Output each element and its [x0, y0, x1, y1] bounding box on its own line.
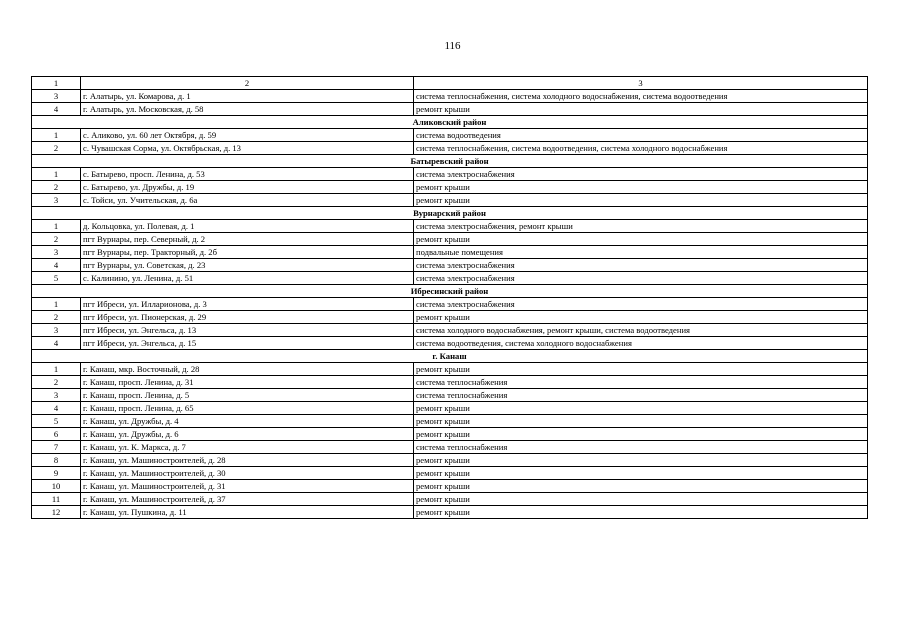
row-number: 5: [32, 272, 81, 285]
section-title: Вурнарский район: [32, 207, 868, 220]
row-address: г. Канаш, просп. Ленина, д. 5: [81, 389, 414, 402]
table-row: [32, 402, 868, 415]
section-row: [32, 285, 868, 298]
repair-table: [31, 76, 868, 519]
row-number: 5: [32, 415, 81, 428]
row-address: пгт Вурнары, пер. Северный, д. 2: [81, 233, 414, 246]
table-row: [32, 324, 868, 337]
table-row: [32, 506, 868, 519]
table-header-row: [32, 77, 868, 90]
row-address: с. Аликово, ул. 60 лет Октября, д. 59: [81, 129, 414, 142]
row-number: 2: [32, 233, 81, 246]
table-row: [32, 233, 868, 246]
row-work: ремонт крыши: [414, 467, 868, 480]
row-number: 6: [32, 428, 81, 441]
row-number: 1: [32, 363, 81, 376]
row-address: с. Тойси, ул. Учительская, д. 6а: [81, 194, 414, 207]
section-title: Аликовский район: [32, 116, 868, 129]
row-work: ремонт крыши: [414, 402, 868, 415]
row-number: 4: [32, 259, 81, 272]
table-row: [32, 129, 868, 142]
table-row: [32, 194, 868, 207]
row-address: пгт Ибреси, ул. Илларионова, д. 3: [81, 298, 414, 311]
row-address: пгт Вурнары, ул. Советская, д. 23: [81, 259, 414, 272]
row-work: система электроснабжения, ремонт крыши: [414, 220, 868, 233]
row-number: 12: [32, 506, 81, 519]
table-row: [32, 389, 868, 402]
row-address: г. Канаш, ул. Дружбы, д. 4: [81, 415, 414, 428]
row-number: 3: [32, 194, 81, 207]
row-work: ремонт крыши: [414, 454, 868, 467]
row-number: 4: [32, 103, 81, 116]
row-number: 7: [32, 441, 81, 454]
table-row: [32, 181, 868, 194]
row-work: ремонт крыши: [414, 415, 868, 428]
row-address: г. Канаш, ул. Дружбы, д. 6: [81, 428, 414, 441]
table-row: [32, 441, 868, 454]
table-row: [32, 142, 868, 155]
row-address: пгт Ибреси, ул. Энгельса, д. 13: [81, 324, 414, 337]
row-work: ремонт крыши: [414, 506, 868, 519]
row-number: 2: [32, 181, 81, 194]
table-row: [32, 376, 868, 389]
row-address: пгт Вурнары, пер. Тракторный, д. 2б: [81, 246, 414, 259]
row-work: система теплоснабжения: [414, 389, 868, 402]
row-number: 8: [32, 454, 81, 467]
table-row: [32, 259, 868, 272]
row-address: с. Чувашская Сорма, ул. Октябрьская, д. 13: [81, 142, 414, 155]
row-number: 3: [32, 389, 81, 402]
row-work: ремонт крыши: [414, 233, 868, 246]
row-address: г. Канаш, ул. Пушкина, д. 11: [81, 506, 414, 519]
section-title: г. Канаш: [32, 350, 868, 363]
section-row: [32, 207, 868, 220]
row-address: г. Канаш, просп. Ленина, д. 65: [81, 402, 414, 415]
section-row: [32, 116, 868, 129]
row-work: ремонт крыши: [414, 493, 868, 506]
table-row: [32, 311, 868, 324]
table-row: [32, 103, 868, 116]
row-number: 3: [32, 324, 81, 337]
row-address: г. Канаш, ул. Машиностроителей, д. 31: [81, 480, 414, 493]
row-work: система холодного водоснабжения, ремонт крыши, система водоотведения: [414, 324, 868, 337]
table-row: [32, 298, 868, 311]
row-number: 3: [32, 246, 81, 259]
row-address: г. Алатырь, ул. Комарова, д. 1: [81, 90, 414, 103]
table-row: [32, 415, 868, 428]
row-address: пгт Ибреси, ул. Энгельса, д. 15: [81, 337, 414, 350]
row-work: подвальные помещения: [414, 246, 868, 259]
row-work: система теплоснабжения, система водоотведения, система холодного водоснабжения: [414, 142, 868, 155]
row-work: система электроснабжения: [414, 259, 868, 272]
row-address: с. Батырево, просп. Ленина, д. 53: [81, 168, 414, 181]
section-row: [32, 155, 868, 168]
row-address: г. Канаш, мкр. Восточный, д. 28: [81, 363, 414, 376]
table-row: [32, 90, 868, 103]
row-work: ремонт крыши: [414, 103, 868, 116]
table-row: [32, 480, 868, 493]
section-title: Ибресинский район: [32, 285, 868, 298]
table-row: [32, 467, 868, 480]
row-address: с. Батырево, ул. Дружбы, д. 19: [81, 181, 414, 194]
row-address: г. Алатырь, ул. Московская, д. 58: [81, 103, 414, 116]
row-work: ремонт крыши: [414, 363, 868, 376]
row-work: система электроснабжения: [414, 298, 868, 311]
section-row: [32, 350, 868, 363]
row-work: ремонт крыши: [414, 181, 868, 194]
row-work: система теплоснабжения: [414, 376, 868, 389]
row-work: система электроснабжения: [414, 272, 868, 285]
table-row: [32, 272, 868, 285]
row-address: с. Калинино, ул. Ленина, д. 51: [81, 272, 414, 285]
row-work: система водоотведения, система холодного водоснабжения: [414, 337, 868, 350]
row-work: ремонт крыши: [414, 311, 868, 324]
row-work: ремонт крыши: [414, 480, 868, 493]
row-work: система электроснабжения: [414, 168, 868, 181]
row-work: система водоотведения: [414, 129, 868, 142]
row-number: 9: [32, 467, 81, 480]
row-number: 11: [32, 493, 81, 506]
row-number: 1: [32, 220, 81, 233]
row-address: г. Канаш, просп. Ленина, д. 31: [81, 376, 414, 389]
table-row: [32, 337, 868, 350]
row-number: 2: [32, 311, 81, 324]
table-row: [32, 454, 868, 467]
row-number: 4: [32, 402, 81, 415]
page-number: 116: [444, 40, 461, 52]
row-number: 1: [32, 298, 81, 311]
row-work: ремонт крыши: [414, 194, 868, 207]
table-row: [32, 168, 868, 181]
row-work: система теплоснабжения, система холодного водоснабжения, система водоотведения: [414, 90, 868, 103]
table-row: [32, 428, 868, 441]
row-number: 2: [32, 376, 81, 389]
row-address: г. Канаш, ул. К. Маркса, д. 7: [81, 441, 414, 454]
row-number: 3: [32, 90, 81, 103]
row-number: 2: [32, 142, 81, 155]
table-body: [32, 77, 868, 519]
row-address: г. Канаш, ул. Машиностроителей, д. 37: [81, 493, 414, 506]
header-cell-number: 1: [32, 77, 81, 90]
row-number: 4: [32, 337, 81, 350]
row-work: ремонт крыши: [414, 428, 868, 441]
row-address: г. Канаш, ул. Машиностроителей, д. 30: [81, 467, 414, 480]
table-row: [32, 363, 868, 376]
header-cell-address: 2: [81, 77, 414, 90]
row-number: 1: [32, 168, 81, 181]
row-number: 10: [32, 480, 81, 493]
row-address: г. Канаш, ул. Машиностроителей, д. 28: [81, 454, 414, 467]
section-title: Батыревский район: [32, 155, 868, 168]
table-row: [32, 220, 868, 233]
row-address: пгт Ибреси, ул. Пионерская, д. 29: [81, 311, 414, 324]
table-row: [32, 246, 868, 259]
row-address: д. Кольцовка, ул. Полевая, д. 1: [81, 220, 414, 233]
header-cell-work: 3: [414, 77, 868, 90]
table-row: [32, 493, 868, 506]
row-number: 1: [32, 129, 81, 142]
row-work: система теплоснабжения: [414, 441, 868, 454]
